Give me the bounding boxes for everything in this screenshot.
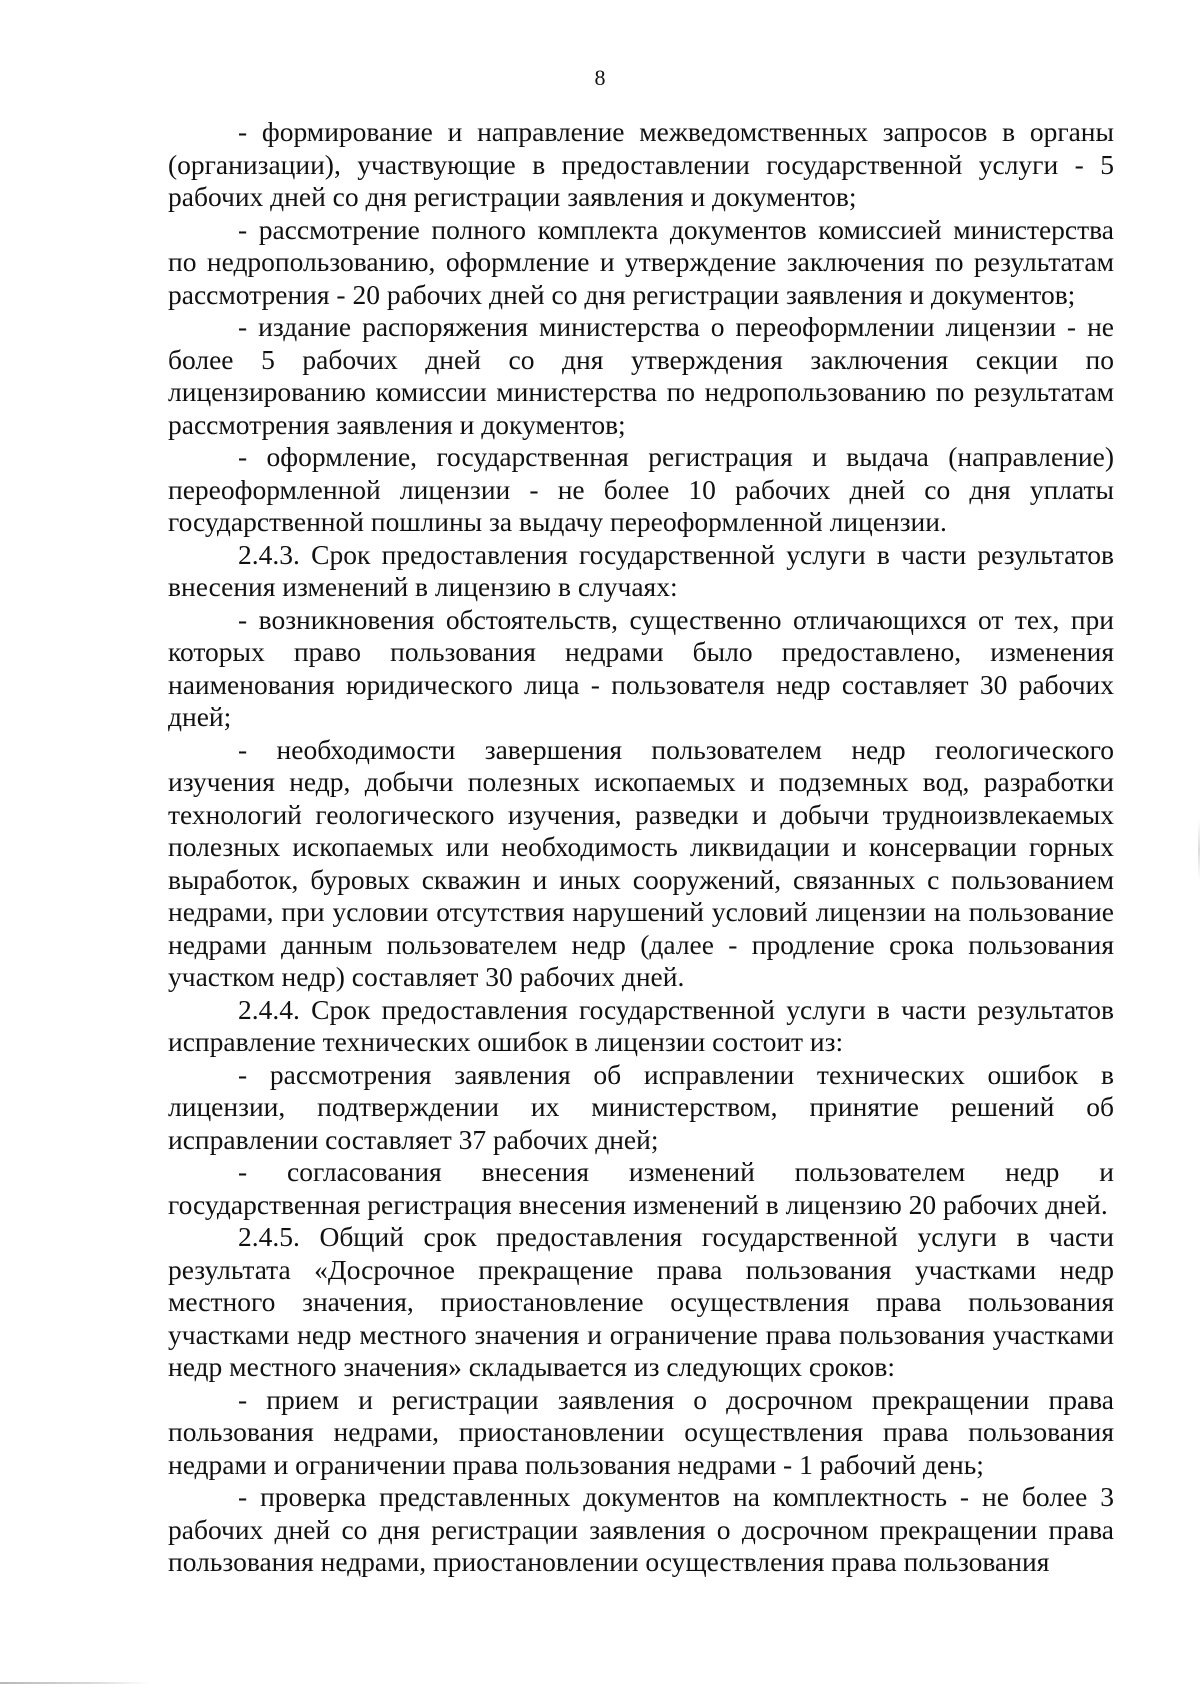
scan-artifact <box>0 1682 150 1684</box>
paragraph-term-extension: - необходимости завершения пользователем недр геологического изучения недр, добычи полезных ископаемых и подземных вод, разработки технологий геологического изучения, разведки и добычи трудноизвлекаемых полезных ископаемых или необходимость ликвидации и консервации горных выработок, буровых скважин и иных сооружений, связанных с пользованием недрами, при условии отсутствия нарушений условий лицензии на пользование недрами данным пользователем недр (далее - продление срока пользования участком недр) составляет 30 рабочих дней. <box>168 733 1114 992</box>
page-number: 8 <box>594 65 606 90</box>
paragraph-interagency-requests: - формирование и направление межведомственных запросов в органы (организации), участвующие в предоставлении государственной услуги - 5 рабочих дней со дня регистрации заявления и документов; <box>168 116 1114 212</box>
paragraph-completeness-check: - проверка представленных документов на комплектность - не более 3 рабочих дней со дня регистрации заявления о досрочном прекращении права пользования недрами, приостановлении осуществления права пользования <box>168 1481 1114 1577</box>
paragraph-section-2-4-4: 2.4.4. Срок предоставления государственной услуги в части результатов исправление технических ошибок в лицензии состоит из: <box>168 993 1114 1057</box>
paragraph-application-intake: - прием и регистрации заявления о досрочном прекращении права пользования недрами, приостановлении осуществления права пользования недрами и ограничении права пользования недрами - 1 рабочий день; <box>168 1383 1114 1480</box>
paragraph-change-approval: - согласования внесения изменений пользователем недр и государственная регистрация внесения изменений в лицензию 20 рабочих дней. <box>168 1156 1114 1220</box>
paragraph-commission-review: - рассмотрение полного комплекта документов комиссией министерства по недропользованию, оформление и утверждение заключения по результатам рассмотрения - 20 рабочих дней со дня регистрации заявления и документов; <box>168 213 1114 310</box>
paragraph-error-correction: - рассмотрения заявления об исправлении технических ошибок в лицензии, подтверждении их министерством, принятие решений об исправлении составляет 37 рабочих дней; <box>168 1058 1114 1155</box>
document-body <box>168 116 1114 1579</box>
paragraph-reissue-order: - издание распоряжения министерства о переоформлении лицензии - не более 5 рабочих дней со дня утверждения заключения секции по лицензированию комиссии министерства по недропользованию по результатам рассмотрения заявления и документов; <box>168 311 1114 440</box>
paragraph-section-2-4-5: 2.4.5. Общий срок предоставления государственной услуги в части результата «Досрочное прекращение права пользования участками недр местного значения, приостановление осуществления права пользования участками недр местного значения и ограничение права пользования участками недр местного значения» складывается из следующих сроков: <box>168 1221 1114 1382</box>
paragraph-registration-issuance: - оформление, государственная регистрация и выдача (направление) переоформленной лицензии - не более 10 рабочих дней со дня уплаты государственной пошлины за выдачу переоформленной лицензии. <box>168 441 1114 537</box>
paragraph-section-2-4-3: 2.4.3. Срок предоставления государственной услуги в части результатов внесения изменений в лицензию в случаях: <box>168 538 1114 602</box>
paragraph-circumstances-change: - возникновения обстоятельств, существенно отличающихся от тех, при которых право пользования недрами было предоставлено, изменения наименования юридического лица - пользователя недр составляет 30 рабочих дней; <box>168 603 1114 732</box>
